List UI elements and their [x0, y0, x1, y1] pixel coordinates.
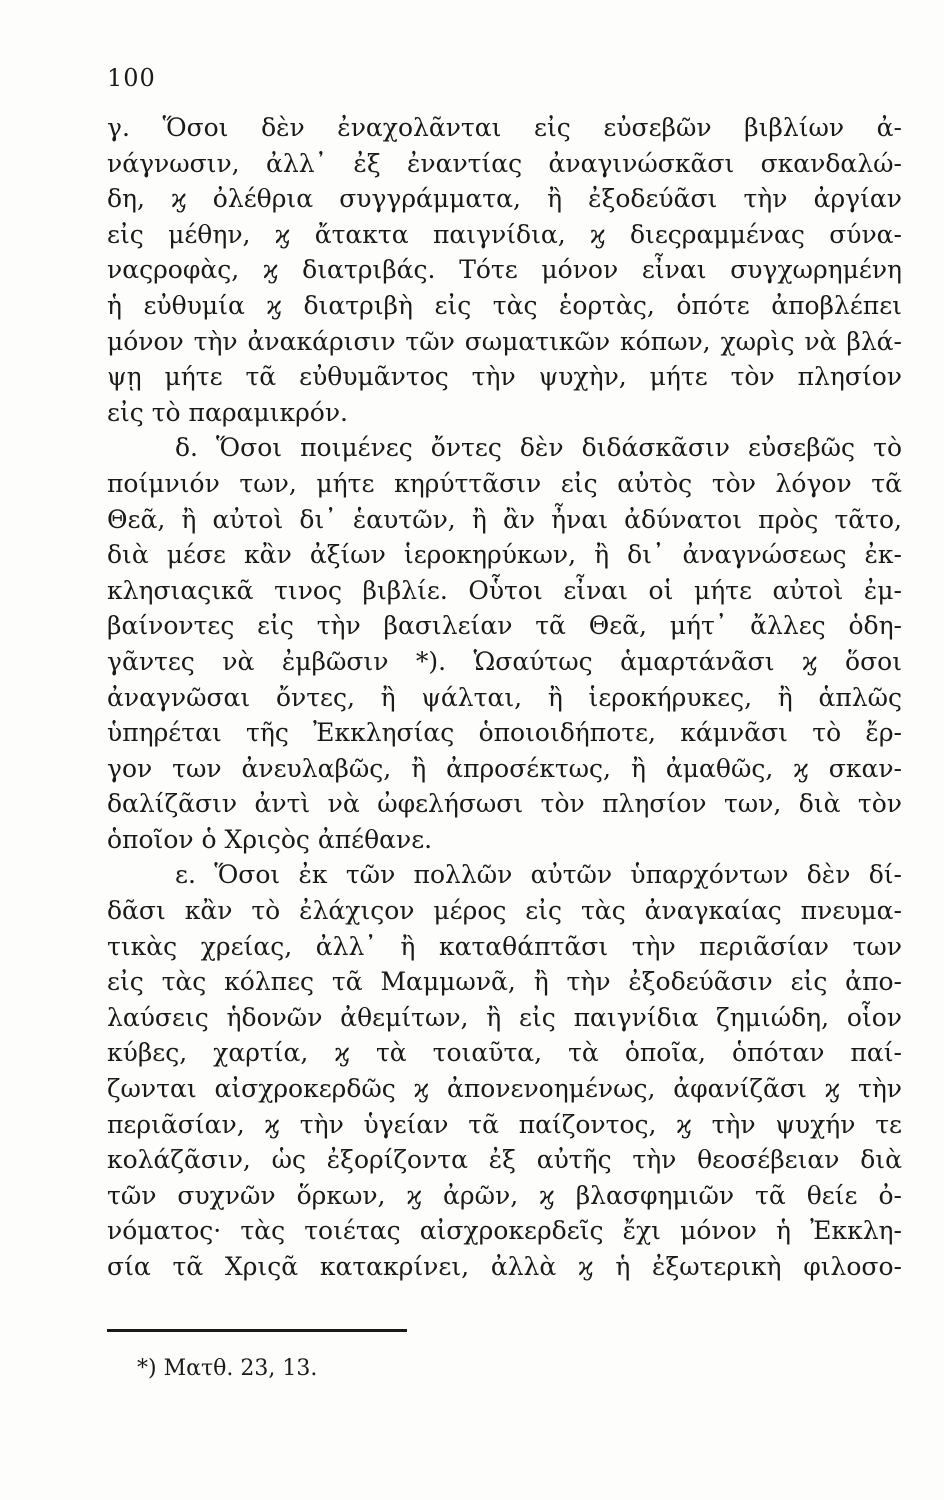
text-line: δη, ϗ ὀλέθρια συγγράμματα, ἢ ἐξοδεύᾶσι τὴν ἀργίαν: [107, 184, 902, 214]
text-line: κολάζᾶσιν, ὡς ἐξορίζοντα ἐξ αὐτῆς τὴν θεοσέβειαν διὰ: [107, 1145, 902, 1175]
text-line: μόνον τὴν ἀνακάρισιν τῶν σωματικῶν κόπων, χωρὶς νὰ βλά-: [107, 326, 902, 356]
text-line: κλησιαςικᾶ τινος βιβλίε. Οὗτοι εἶναι οἱ μήτε αὐτοὶ ἐμ-: [107, 575, 902, 605]
text-line: ε. Ὅσοι ἐκ τῶν πολλῶν αὐτῶν ὑπαρχόντων δὲν δί-: [175, 860, 902, 890]
footnote-divider: [107, 1329, 407, 1332]
text-line: σία τᾶ Χριςᾶ κατακρίνει, ἀλλὰ ϗ ἡ ἐξωτερικὴ φιλοσο-: [107, 1252, 902, 1281]
text-line: ναςροφὰς, ϗ διατριβάς. Τότε μόνον εἶναι συγχωρημένη: [107, 255, 902, 285]
text-line: Θεᾶ, ἢ αὐτοὶ δι᾽ ἑαυτῶν, ἢ ἂν ἦναι ἀδύνατοι πρὸς τᾶτο,: [107, 504, 902, 534]
text-line: ποίμνιόν των, μήτε κηρύττᾶσιν εἰς αὐτὸς τὸν λόγον τᾶ: [107, 468, 902, 498]
text-line: τῶν συχνῶν ὅρκων, ϗ ἀρῶν, ϗ βλασφημιῶν τᾶ θείε ὀ-: [107, 1180, 902, 1210]
footnote: *) Ματθ. 23, 13.: [137, 1356, 318, 1381]
text-line: λαύσεις ἡδονῶν ἀθεμίτων, ἢ εἰς παιγνίδια ζημιώδη, οἷον: [107, 1002, 902, 1032]
text-line: ψῃ μήτε τᾶ εὐθυμᾶντος τὴν ψυχὴν, μήτε τὸν πλησίον: [107, 362, 902, 392]
body-text: [107, 110, 902, 1285]
text-line: ὑπηρέται τῆς Ἐκκλησίας ὁποιοιδήποτε, κάμνᾶσι τὸ ἔρ-: [107, 718, 902, 748]
text-line: ἡ εὐθυμία ϗ διατριβὴ εἰς τὰς ἑορτὰς, ὁπότε ἀποβλέπει: [107, 290, 902, 320]
text-line: γᾶντες νὰ ἐμβῶσιν *). Ὡσαύτως ἁμαρτάνᾶσι ϗ ὅσοι: [107, 646, 902, 676]
text-line: βαίνοντες εἰς τὴν βασιλείαν τᾶ Θεᾶ, μήτ᾽ ἄλλες ὁδη-: [107, 611, 902, 641]
text-line: ὁποῖον ὁ Χριςὸς ἀπέθανε.: [107, 824, 433, 854]
text-line: εἰς τὰς κόλπες τᾶ Μαμμωνᾶ, ἢ τὴν ἐξοδεύᾶσιν εἰς ἀπο-: [107, 967, 902, 997]
text-line: εἰς μέθην, ϗ ἄτακτα παιγνίδια, ϗ διεςραμμένας σύνα-: [107, 219, 902, 249]
text-line: δ. Ὅσοι ποιμένες ὄντες δὲν διδάσκᾶσιν εὐσεβῶς τὸ: [175, 433, 902, 463]
text-line: περιᾶσίαν, ϗ τὴν ὑγείαν τᾶ παίζοντος, ϗ τὴν ψυχήν τε: [107, 1109, 902, 1139]
text-line: διὰ μέσε κἂν ἀξίων ἱεροκηρύκων, ἢ δι᾽ ἀναγνώσεως ἐκ-: [107, 540, 902, 570]
text-line: ζωνται αἰσχροκερδῶς ϗ ἀπονενοημένως, ἀφανίζᾶσι ϗ τὴν: [107, 1074, 902, 1104]
text-line: κύβες, χαρτία, ϗ τὰ τοιαῦτα, τὰ ὁποῖα, ὁπόταν παί-: [107, 1038, 902, 1068]
text-line: ἀναγνῶσαι ὄντες, ἢ ψάλται, ἢ ἱεροκήρυκες, ἢ ἁπλῶς: [107, 682, 902, 712]
page-number: 100: [107, 64, 156, 92]
text-line: εἰς τὸ παραμικρόν.: [107, 397, 348, 427]
text-line: δαλίζᾶσιν ἀντὶ νὰ ὠφελήσωσι τὸν πλησίον των, διὰ τὸν: [107, 789, 902, 819]
text-line: γ. Ὅσοι δὲν ἐναχολᾶνται εἰς εὐσεβῶν βιβλίων ἀ-: [107, 113, 902, 142]
text-line: νάγνωσιν, ἀλλ᾽ ἐξ ἐναντίας ἀναγινώσκᾶσι σκανδαλώ-: [107, 148, 902, 178]
text-line: δᾶσι κἂν τὸ ἐλάχιςον μέρος εἰς τὰς ἀναγκαίας πνευμα-: [107, 896, 902, 926]
text-line: τικὰς χρείας, ἀλλ᾽ ἢ καταθάπτᾶσι τὴν περιᾶσίαν των: [107, 931, 902, 961]
text-line: γον των ἀνευλαβῶς, ἢ ἀπροσέκτως, ἢ ἀμαθῶς, ϗ σκαν-: [107, 753, 902, 783]
text-line: νόματος· τὰς τοιέτας αἰσχροκερδεῖς ἔχι μόνον ἡ Ἐκκλη-: [107, 1216, 902, 1246]
